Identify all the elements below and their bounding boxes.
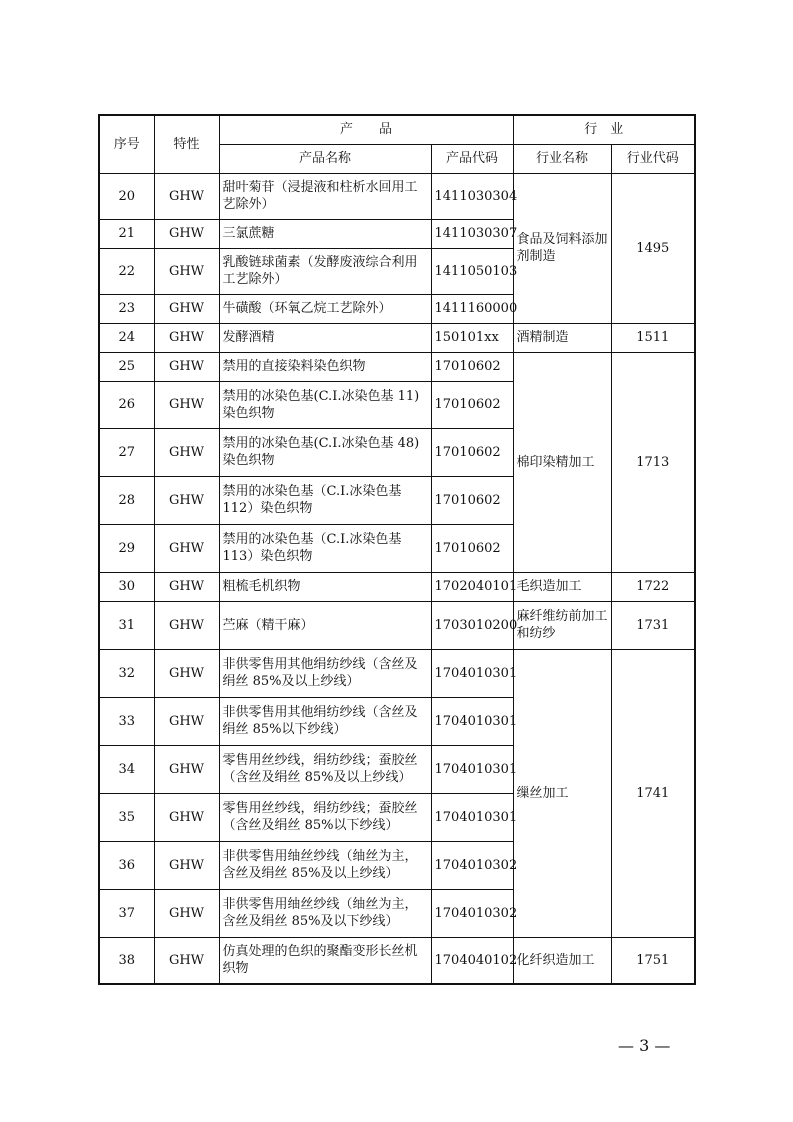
row-attr: GHW bbox=[154, 889, 219, 937]
row-attr: GHW bbox=[154, 601, 219, 649]
row-attr: GHW bbox=[154, 323, 219, 352]
row-seq: 23 bbox=[99, 294, 154, 323]
row-seq: 31 bbox=[99, 601, 154, 649]
row-attr: GHW bbox=[154, 248, 219, 294]
row-product-code: 1411160000 bbox=[431, 294, 513, 323]
header-product-code: 产品代码 bbox=[431, 144, 513, 173]
row-product-name: 禁用的冰染色基（C.I.冰染色基 112）染色织物 bbox=[219, 476, 431, 524]
row-product-name: 发酵酒精 bbox=[219, 323, 431, 352]
row-product-code: 1411030304 bbox=[431, 173, 513, 219]
row-product-code: 17010602 bbox=[431, 352, 513, 381]
row-product-name: 非供零售用其他绢纺纱线（含丝及绢丝 85%以下纱线） bbox=[219, 697, 431, 745]
row-seq: 32 bbox=[99, 649, 154, 697]
row-seq: 24 bbox=[99, 323, 154, 352]
row-seq: 25 bbox=[99, 352, 154, 381]
industry-code: 1731 bbox=[611, 601, 695, 649]
row-product-code: 1703010200 bbox=[431, 601, 513, 649]
row-seq: 37 bbox=[99, 889, 154, 937]
product-table bbox=[98, 114, 696, 985]
row-product-name: 零售用丝纱线，绢纺纱线；蚕胶丝（含丝及绢丝 85%及以上纱线） bbox=[219, 745, 431, 793]
row-attr: GHW bbox=[154, 745, 219, 793]
industry-code: 1722 bbox=[611, 572, 695, 601]
row-seq: 22 bbox=[99, 248, 154, 294]
row-attr: GHW bbox=[154, 428, 219, 476]
row-product-name: 苎麻（精干麻） bbox=[219, 601, 431, 649]
row-attr: GHW bbox=[154, 381, 219, 428]
header-attr: 特性 bbox=[154, 115, 219, 173]
row-product-code: 1704010302 bbox=[431, 889, 513, 937]
industry-code: 1741 bbox=[611, 649, 695, 937]
industry-name: 酒精制造 bbox=[513, 323, 611, 352]
row-product-code: 1411030307 bbox=[431, 219, 513, 248]
row-attr: GHW bbox=[154, 841, 219, 889]
header-product-name: 产品名称 bbox=[219, 144, 431, 173]
row-product-code: 1704010301 bbox=[431, 745, 513, 793]
row-product-name: 甜叶菊苷（浸提液和柱析水回用工艺除外） bbox=[219, 173, 431, 219]
row-product-name: 非供零售用其他绢纺纱线（含丝及绢丝 85%及以上纱线） bbox=[219, 649, 431, 697]
table-row bbox=[99, 649, 695, 697]
row-product-name: 零售用丝纱线，绢纺纱线；蚕胶丝（含丝及绢丝 85%以下纱线） bbox=[219, 793, 431, 841]
row-product-code: 1704010302 bbox=[431, 841, 513, 889]
table-row bbox=[99, 352, 695, 381]
row-product-name: 禁用的冰染色基(C.I.冰染色基 48)染色织物 bbox=[219, 428, 431, 476]
table-row bbox=[99, 937, 695, 984]
row-product-code: 1411050103 bbox=[431, 248, 513, 294]
row-product-code: 1704010301 bbox=[431, 649, 513, 697]
industry-code: 1751 bbox=[611, 937, 695, 984]
row-seq: 21 bbox=[99, 219, 154, 248]
row-seq: 36 bbox=[99, 841, 154, 889]
industry-code: 1495 bbox=[611, 173, 695, 323]
row-product-name: 三氯蔗糖 bbox=[219, 219, 431, 248]
row-seq: 34 bbox=[99, 745, 154, 793]
row-product-code: 1704040102 bbox=[431, 937, 513, 984]
row-seq: 20 bbox=[99, 173, 154, 219]
row-product-name: 牛磺酸（环氧乙烷工艺除外） bbox=[219, 294, 431, 323]
row-product-code: 150101xx bbox=[431, 323, 513, 352]
industry-name: 化纤织造加工 bbox=[513, 937, 611, 984]
row-product-code: 17010602 bbox=[431, 476, 513, 524]
row-product-code: 1704010301 bbox=[431, 697, 513, 745]
table-row bbox=[99, 173, 695, 219]
row-attr: GHW bbox=[154, 572, 219, 601]
row-product-name: 仿真处理的色织的聚酯变形长丝机织物 bbox=[219, 937, 431, 984]
header-product: 产 品 bbox=[219, 115, 513, 144]
table-row bbox=[99, 323, 695, 352]
row-seq: 26 bbox=[99, 381, 154, 428]
industry-name: 麻纤维纺前加工和纺纱 bbox=[513, 601, 611, 649]
row-seq: 29 bbox=[99, 524, 154, 572]
header-industry: 行 业 bbox=[513, 115, 695, 144]
page-number: — 3 — bbox=[618, 1036, 671, 1055]
row-product-code: 17010602 bbox=[431, 428, 513, 476]
industry-name: 食品及饲料添加剂制造 bbox=[513, 173, 611, 323]
row-attr: GHW bbox=[154, 219, 219, 248]
row-product-name: 禁用的冰染色基(C.I.冰染色基 11)染色织物 bbox=[219, 381, 431, 428]
row-product-name: 非供零售用䌷丝纱线（䌷丝为主，含丝及绢丝 85%及以上纱线） bbox=[219, 841, 431, 889]
row-attr: GHW bbox=[154, 937, 219, 984]
row-attr: GHW bbox=[154, 524, 219, 572]
row-attr: GHW bbox=[154, 697, 219, 745]
row-attr: GHW bbox=[154, 294, 219, 323]
industry-name: 棉印染精加工 bbox=[513, 352, 611, 572]
row-seq: 27 bbox=[99, 428, 154, 476]
header-industry-code: 行业代码 bbox=[611, 144, 695, 173]
table-row bbox=[99, 601, 695, 649]
header-seq: 序号 bbox=[99, 115, 154, 173]
row-attr: GHW bbox=[154, 649, 219, 697]
row-product-code: 1702040101 bbox=[431, 572, 513, 601]
row-seq: 28 bbox=[99, 476, 154, 524]
industry-name: 缫丝加工 bbox=[513, 649, 611, 937]
row-product-name: 粗梳毛机织物 bbox=[219, 572, 431, 601]
row-product-code: 17010602 bbox=[431, 381, 513, 428]
header-industry-name: 行业名称 bbox=[513, 144, 611, 173]
row-attr: GHW bbox=[154, 476, 219, 524]
row-seq: 38 bbox=[99, 937, 154, 984]
row-product-name: 非供零售用䌷丝纱线（䌷丝为主，含丝及绢丝 85%及以下纱线） bbox=[219, 889, 431, 937]
row-product-name: 禁用的直接染料染色织物 bbox=[219, 352, 431, 381]
row-product-code: 1704010301 bbox=[431, 793, 513, 841]
industry-code: 1713 bbox=[611, 352, 695, 572]
row-seq: 35 bbox=[99, 793, 154, 841]
row-product-name: 禁用的冰染色基（C.I.冰染色基 113）染色织物 bbox=[219, 524, 431, 572]
row-product-name: 乳酸链球菌素（发酵废液综合利用工艺除外） bbox=[219, 248, 431, 294]
table-row bbox=[99, 572, 695, 601]
row-seq: 33 bbox=[99, 697, 154, 745]
row-seq: 30 bbox=[99, 572, 154, 601]
industry-name: 毛织造加工 bbox=[513, 572, 611, 601]
industry-code: 1511 bbox=[611, 323, 695, 352]
row-product-code: 17010602 bbox=[431, 524, 513, 572]
row-attr: GHW bbox=[154, 793, 219, 841]
row-attr: GHW bbox=[154, 173, 219, 219]
row-attr: GHW bbox=[154, 352, 219, 381]
